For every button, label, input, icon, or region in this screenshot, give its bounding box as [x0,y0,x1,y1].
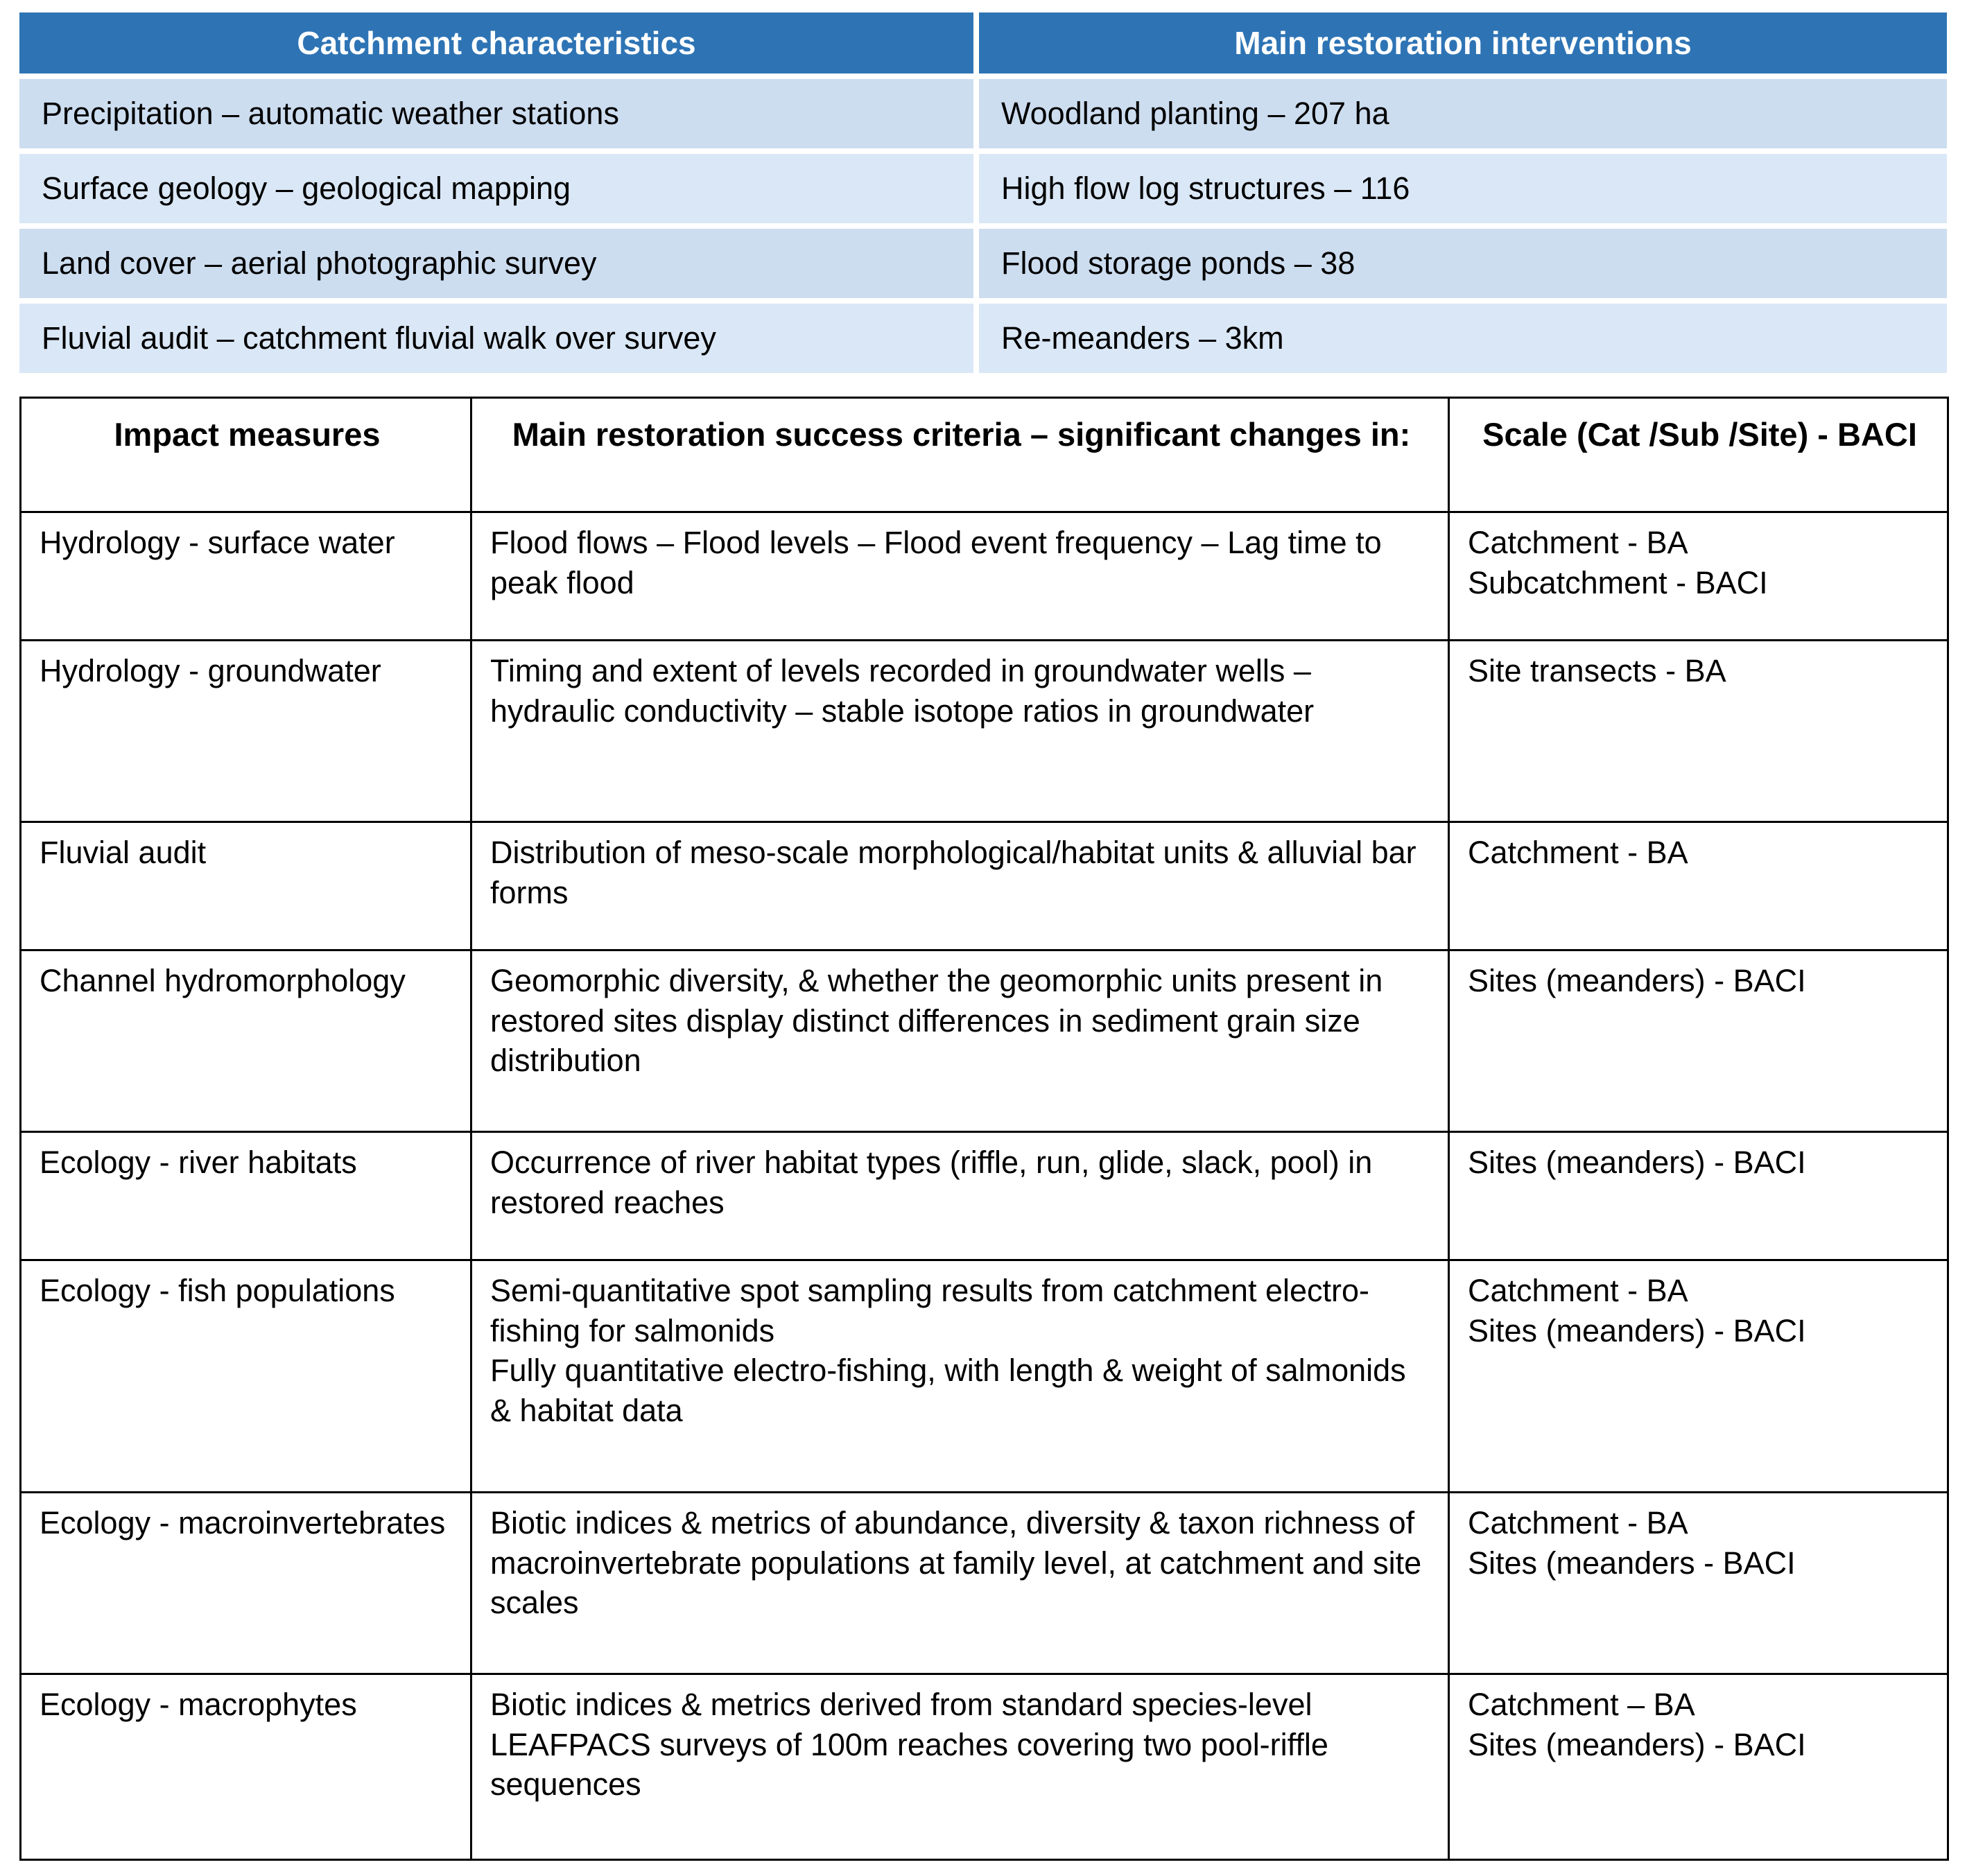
criteria-cell [471,1493,1449,1674]
table-row [21,1674,1948,1860]
table-row [21,512,1948,641]
criteria-cell [471,822,1449,950]
table-row [21,1260,1948,1493]
scale-text: Sites (meanders) - BACI [1468,1145,1806,1180]
table-row [21,950,1948,1132]
impact-measure-cell: Ecology - fish populations [21,1260,471,1493]
table-row [21,822,1948,950]
criteria-cell [471,1260,1449,1493]
criteria-cell [471,950,1449,1132]
header-impact-measures: Impact measures [21,398,471,512]
criteria-text: Flood flows – Flood levels – Flood event frequency – Lag time to peak flood [490,525,1382,600]
impact-measure-cell: Hydrology - groundwater [21,641,471,822]
impact-measure-cell: Fluvial audit [21,822,471,950]
impact-measure-cell: Ecology - macrophytes [21,1674,471,1860]
top-table-cell: Flood storage ponds – 38 [979,229,1947,298]
header-scale-baci: Scale (Cat /Sub /Site) - BACI [1449,398,1948,512]
criteria-text: Timing and extent of levels recorded in groundwater wells – hydraulic conductivity – stable isotope ratios in groundwater [490,653,1315,729]
criteria-text: Fully quantitative electro-fishing, with length & weight of salmonids & habitat data [490,1353,1406,1428]
top-table-cell: Fluvial audit – catchment fluvial walk over survey [19,304,973,373]
criteria-text: Semi-quantitative spot sampling results from catchment electro-fishing for salmonids [490,1273,1370,1348]
scale-cell [1449,1674,1948,1860]
criteria-text: Biotic indices & metrics of abundance, diversity & taxon richness of macroinvertebrate populations at family level, at catchment and site scales [490,1505,1422,1621]
criteria-cell [471,512,1449,641]
scale-text: Catchment - BA [1468,835,1688,870]
criteria-cell [471,641,1449,822]
criteria-cell [471,1674,1449,1860]
scale-cell [1449,822,1948,950]
scale-cell [1449,950,1948,1132]
scale-text: Sites (meanders) - BACI [1468,963,1806,998]
criteria-text: Biotic indices & metrics derived from standard species-level LEAFPACS surveys of 100m reaches covering two pool-riffle sequences [490,1687,1328,1803]
scale-cell [1449,1493,1948,1674]
criteria-text: Geomorphic diversity, & whether the geomorphic units present in restored sites display distinct differences in sediment grain size distribution [490,963,1383,1079]
scale-cell [1449,1132,1948,1260]
scale-text: Site transects - BA [1468,653,1726,688]
criteria-cell [471,1132,1449,1260]
top-table-header-catchment: Catchment characteristics [19,12,973,73]
scale-cell [1449,641,1948,822]
top-table-cell: High flow log structures – 116 [979,154,1947,223]
scale-cell [1449,512,1948,641]
impact-measure-cell: Channel hydromorphology [21,950,471,1132]
scale-text: Sites (meanders) - BACI [1468,1726,1806,1762]
top-table-cell: Precipitation – automatic weather stations [19,79,973,148]
top-table-cell: Woodland planting – 207 ha [979,79,1947,148]
scale-text: Catchment - BA [1468,1273,1688,1308]
impact-measure-cell: Hydrology - surface water [21,512,471,641]
criteria-text: Distribution of meso-scale morphological/habitat units & alluvial bar forms [490,835,1416,910]
impact-measure-cell: Ecology - macroinvertebrates [21,1493,471,1674]
scale-text: Catchment - BA [1468,525,1688,560]
scale-text: Catchment - BA [1468,1505,1688,1540]
top-table-cell: Re-meanders – 3km [979,304,1947,373]
scale-text: Subcatchment - BACI [1468,564,1768,600]
impact-measure-cell: Ecology - river habitats [21,1132,471,1260]
table-header-row [21,398,1948,512]
top-table-cell: Land cover – aerial photographic survey [19,229,973,298]
scale-text: Sites (meanders) - BACI [1468,1312,1806,1348]
header-success-criteria: Main restoration success criteria – significant changes in: [471,398,1449,512]
criteria-text: Occurrence of river habitat types (riffle, run, glide, slack, pool) in restored reaches [490,1145,1373,1220]
scale-cell [1449,1260,1948,1493]
impact-measures-table [19,397,1949,1861]
scale-text: Catchment – BA [1468,1687,1695,1722]
table-row [21,641,1948,822]
table-row [21,1493,1948,1674]
catchment-interventions-table [19,12,1947,373]
top-table-cell: Surface geology – geological mapping [19,154,973,223]
top-table-header-interventions: Main restoration interventions [979,12,1947,73]
scale-text: Sites (meanders - BACI [1468,1545,1796,1581]
table-row [21,1132,1948,1260]
